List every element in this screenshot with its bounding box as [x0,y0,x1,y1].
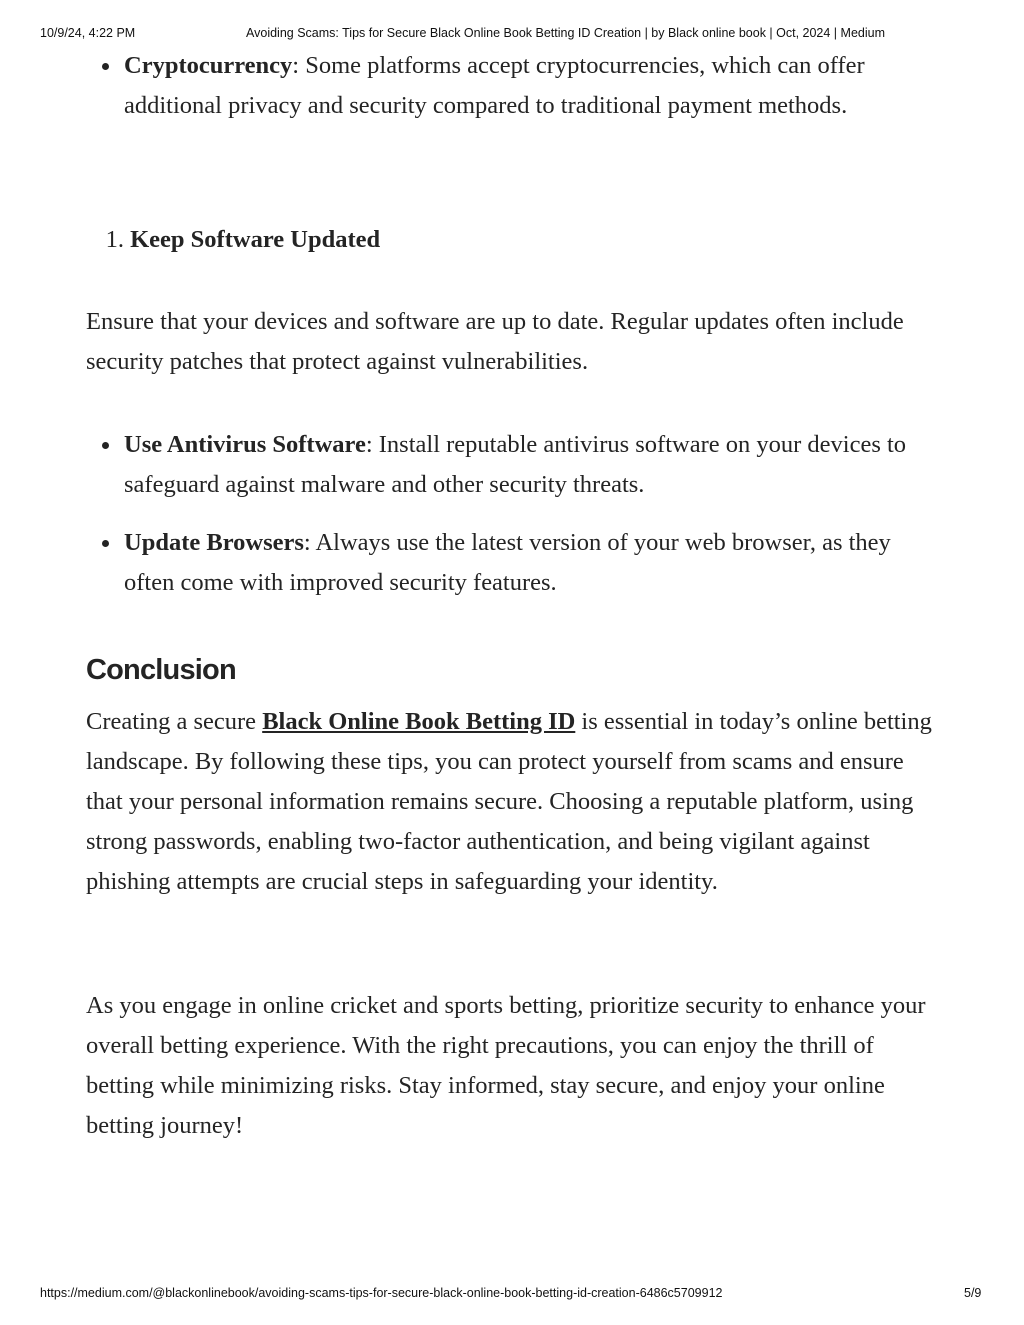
paragraph-software-updates: Ensure that your devices and software are up to date. Regular updates often include security patches that protect against vulnerabilities. [86,308,904,375]
print-page-title: Avoiding Scams: Tips for Secure Black Online Book Betting ID Creation | by Black online book | Oct, 2024 | Medium [246,26,885,40]
print-url: https://medium.com/@blackonlinebook/avoiding-scams-tips-for-secure-black-online-book-betting-id-creation-6486c5709912 [40,1286,723,1300]
list-item [124,523,946,603]
list-item-term: Use Antivirus Software [124,431,366,458]
betting-id-link[interactable]: Black Online Book Betting ID [262,708,576,735]
conclusion-heading: Conclusion [86,654,236,686]
security-tips-list [86,425,946,603]
list-item [124,46,946,126]
list-item [124,425,946,505]
print-date: 10/9/24, 4:22 PM [40,26,136,40]
conclusion-text-after-link: is essential in today’s online betting landscape. By following these tips, you can protect yourself from scams and ensure that your personal information remains secure. Choosing a reputable platform, using strong passwords, enabling two-factor authentication, and being vigilant against phishing attempts are crucial steps in safeguarding your identity. [86,708,932,895]
payment-methods-list [86,46,946,126]
numbered-item-number: 1. [105,226,124,253]
print-page-number: 5/9 [964,1286,982,1300]
conclusion-text-before-link: Creating a secure [86,708,263,735]
list-item-term: Cryptocurrency [124,52,293,79]
list-item-text: : Always use the latest version of your web browser, as they often come with improved security features. [124,529,891,596]
list-item-text: : Install reputable antivirus software on your devices to safeguard against malware and other security threats. [124,431,907,498]
list-item-term: Update Browsers [124,529,304,556]
conclusion-paragraph [86,702,946,902]
numbered-item [86,220,946,260]
closing-paragraph: As you engage in online cricket and sports betting, prioritize security to enhance your overall betting experience. With the right precautions, you can enjoy the thrill of betting while minimizing risks. Stay informed, stay secure, and enjoy your online betting journey! [86,992,926,1139]
numbered-item-label: Keep Software Updated [130,226,381,253]
list-item-text: : Some platforms accept cryptocurrencies, which can offer additional privacy and security compared to traditional payment methods. [124,52,865,119]
